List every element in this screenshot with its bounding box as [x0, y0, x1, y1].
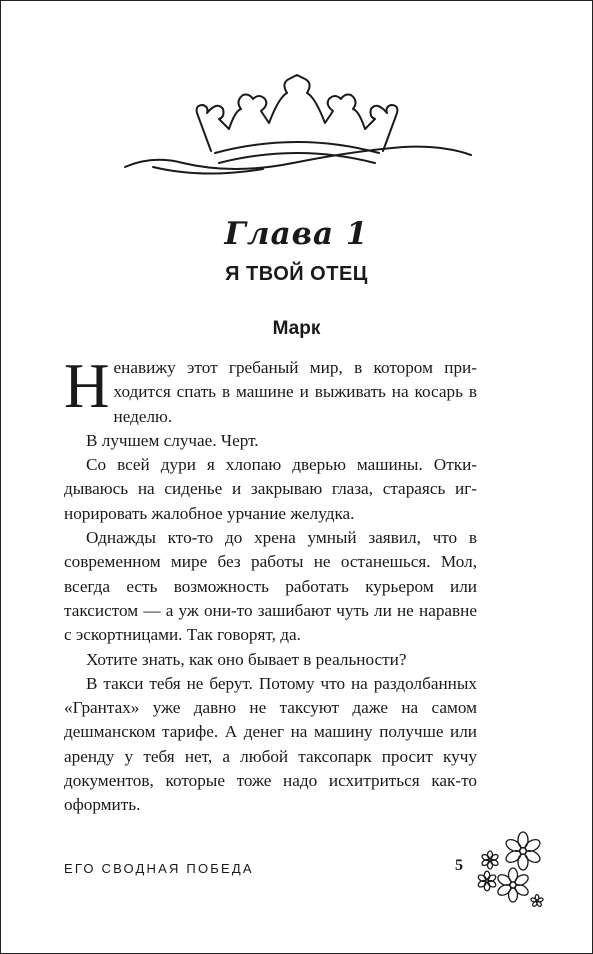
running-title: ЕГО СВОДНАЯ ПОБЕДА [64, 861, 254, 876]
body-text [64, 351, 477, 818]
paragraph: Хотите знать, как оно бывает в реальности? [86, 649, 407, 669]
chapter-name: Я ТВОЙ ОТЕЦ [225, 263, 368, 285]
flowers-icon [473, 827, 551, 907]
flower-large-top [504, 832, 542, 870]
crown-icon [123, 71, 473, 186]
pov-heading: Марк [272, 318, 321, 339]
flower-small-mid [477, 871, 497, 891]
paragraph-text: енавижу этот гребаный мир, в котором приходится спать в машине и выживать на косарь в неделю. [113, 358, 477, 426]
paragraph: Со всей дури я хлопаю дверью машины. Откидываюсь на сиденье и закрываю глаза, стараясь игнорировать жалобное урчание желудка. [64, 455, 477, 523]
paragraph: Однажды кто-то до хрена умный заявил, что в современном мире без работы не останешься. Мол, всегда есть возможность работать курьером или таксистом — а уж они-то зашибают чуть ли не наравне с эскортницами. Так говорят, да. [64, 528, 477, 645]
dropcap: Н [64, 351, 110, 421]
paragraph: В такси тебя не берут. Потому что на раздолбанных «Грантах» уже давно не таксуют даже на самом дешманском тарифе. А денег на машину получше или аренду у тебя нет, а любой таксопарк просит кучу документов, которые тоже надо исхитриться как-то оформить. [64, 673, 477, 815]
chapter-title: Глава 1 [224, 216, 369, 252]
flower-small-left [481, 851, 499, 869]
flower-tiny [530, 895, 543, 907]
flower-large-bottom [496, 868, 530, 902]
paragraph [64, 351, 477, 429]
paragraph: В лучшем случае. Черт. [86, 430, 259, 450]
page-number: 5 [455, 857, 463, 874]
